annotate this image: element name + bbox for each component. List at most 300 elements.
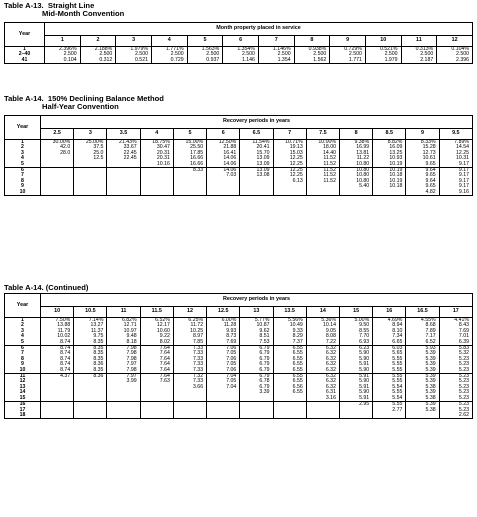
rate-value: 5.83	[458, 345, 469, 352]
year-label: 10	[19, 188, 26, 195]
rate-value: 5.00%	[354, 317, 370, 323]
rate-value: 6.32	[325, 378, 336, 385]
rate-value: 14.06	[223, 167, 237, 174]
year-label: 12	[19, 378, 26, 385]
rate-value	[174, 413, 206, 418]
column-header: 17	[439, 307, 472, 318]
rate-value: 4.82	[425, 188, 436, 195]
table-a14-continued-title: Table A-14. (Continued)	[4, 283, 89, 292]
year-label: 4	[21, 155, 24, 162]
rate-column-cell	[439, 168, 472, 196]
rate-column-cell	[240, 346, 273, 374]
rate-value: 7.03	[226, 172, 237, 179]
year-label: 1	[23, 46, 26, 52]
rate-value: 7.98	[126, 366, 137, 373]
rate-value: 5.38	[425, 394, 436, 401]
rate-value	[406, 413, 438, 418]
year-cell	[5, 346, 41, 374]
rate-value: 10.93	[389, 155, 403, 162]
rate-column-cell	[406, 402, 439, 419]
rate-value: 2.187	[420, 56, 434, 63]
rate-value: 9.65	[425, 183, 436, 190]
rate-value: 7.97	[126, 373, 137, 380]
rate-value: 8.73	[226, 333, 237, 340]
column-header: 2.5	[41, 129, 74, 140]
rate-column-cell	[173, 318, 206, 346]
rate-column-cell	[273, 346, 306, 374]
rate-value: 11.52	[323, 172, 336, 179]
recovery-header: Month property placed in service	[45, 23, 473, 36]
rate-value: 5.39	[425, 355, 436, 362]
rate-value: 16.41	[223, 149, 237, 156]
rate-value: 7.70	[359, 333, 370, 340]
rate-value: 8.02	[159, 338, 170, 345]
rate-value: 5.55	[392, 378, 403, 385]
rate-value	[307, 413, 339, 418]
rate-value: 2.188%	[94, 46, 113, 52]
rate-value: 11.28	[223, 322, 237, 329]
rate-value: 8.74	[60, 338, 71, 345]
rate-column-cell	[151, 47, 187, 64]
rate-value: 6.79	[259, 361, 270, 368]
rate-column-cell	[406, 346, 439, 374]
rate-value: 7.22	[325, 338, 336, 345]
rate-value: 6.82%	[121, 317, 137, 323]
rate-value: 11.52	[323, 160, 336, 167]
rate-value: 5.55	[392, 355, 403, 362]
rate-value: 8.74	[60, 345, 71, 352]
rate-value: 6.52	[425, 338, 436, 345]
rate-value: 6.32	[325, 345, 336, 352]
rate-column-cell	[173, 374, 206, 402]
year-label: 14	[19, 389, 26, 396]
rate-column-cell	[306, 168, 339, 196]
rate-value: 5.23	[458, 378, 469, 385]
rate-value: 6.55	[292, 366, 303, 373]
rate-value: 10.00%	[318, 139, 336, 145]
rate-value: 9.75	[93, 333, 104, 340]
column-header: 8	[294, 36, 330, 47]
rate-value: 2.95	[359, 401, 370, 408]
rate-column-cell	[74, 140, 107, 168]
rate-value: 5.40	[359, 183, 370, 190]
rate-value: 21.43%	[119, 139, 137, 145]
rate-column-cell	[173, 346, 206, 374]
column-header: 4	[140, 129, 173, 140]
rate-value	[274, 413, 306, 418]
rate-column-cell	[45, 47, 81, 64]
rate-value: 13.27	[90, 322, 104, 329]
column-header: 10	[41, 307, 74, 318]
column-header: 3	[74, 129, 107, 140]
rate-value: 8.08	[325, 333, 336, 340]
rate-value: 15.03	[289, 149, 303, 156]
rate-value: 11.52	[323, 177, 336, 184]
rate-value: 6.79	[259, 350, 270, 357]
rate-value: 5.55	[392, 373, 403, 380]
rate-value: 6.55	[292, 345, 303, 352]
rate-value: 6.32	[325, 373, 336, 380]
year-label: 6	[21, 167, 24, 174]
rate-value: 8.74	[60, 355, 71, 362]
rate-value: 10.80	[356, 160, 370, 167]
rate-value: 12.25	[289, 155, 303, 162]
table-a13-title: Table A-13. Straight Line Mid-Month Convention	[4, 1, 125, 18]
year-label: 18	[19, 411, 26, 418]
rate-value: 13.88	[57, 322, 71, 329]
rate-column-cell	[140, 318, 173, 346]
rate-value: 5.39	[425, 389, 436, 396]
year-label: 4	[21, 333, 24, 340]
rate-column-cell	[339, 374, 372, 402]
rate-column-cell	[41, 140, 74, 168]
rate-value: 6.03	[392, 345, 403, 352]
column-header: 5	[187, 36, 223, 47]
rate-value: 30.47	[156, 144, 170, 151]
rate-column-cell	[107, 402, 140, 419]
rate-value: 0.313%	[415, 46, 434, 52]
table-row	[5, 346, 473, 374]
rate-value: 7.69	[458, 327, 469, 334]
rate-value: 2.500	[456, 51, 469, 58]
rate-value: 5.65	[392, 350, 403, 357]
rate-value: 6.23	[359, 345, 370, 352]
year-label: 8	[21, 355, 24, 362]
column-header: 10.5	[74, 307, 107, 318]
rate-value: 7.33	[192, 366, 204, 373]
rate-value: 9.50	[359, 322, 370, 329]
rate-value: 10.14	[322, 322, 336, 329]
year-label: 7	[21, 350, 24, 357]
rate-value: 8.35	[93, 355, 104, 362]
rate-value: 5.91	[359, 373, 370, 380]
year-cell	[5, 374, 41, 402]
rate-value: 7.63	[159, 378, 170, 385]
column-header: 15	[339, 307, 372, 318]
rate-value: 2.500	[241, 51, 255, 58]
rate-value: 8.29	[292, 333, 303, 340]
rate-value: 10.25	[190, 327, 204, 334]
rate-value: 6.55	[292, 361, 303, 368]
rate-column-cell	[173, 140, 206, 168]
rate-value: 14.06	[223, 155, 237, 162]
rate-value: 6.25%	[188, 317, 204, 323]
rate-value: 0.729%	[344, 46, 362, 52]
rate-value: 9.17	[458, 172, 469, 179]
rate-value	[274, 190, 306, 195]
rate-value: 10.80	[356, 172, 370, 179]
rate-column-cell	[74, 168, 107, 196]
rate-value: 8.10	[392, 327, 403, 334]
rate-value: 10.19	[389, 167, 403, 174]
rate-value: 7.01	[458, 333, 469, 340]
rate-value: 5.55	[392, 401, 403, 408]
rate-value	[207, 413, 239, 418]
year-label: 15	[19, 394, 26, 401]
rate-column-cell	[107, 346, 140, 374]
rate-value: 7.64	[159, 350, 170, 357]
rate-value: 9.65	[425, 172, 436, 179]
rate-column-cell	[339, 318, 372, 346]
year-label: 1	[21, 139, 24, 145]
rate-value: 1.354%	[237, 46, 255, 52]
rate-value: 1.563%	[201, 46, 220, 52]
rate-column-cell	[406, 374, 439, 402]
rate-value: 7.98	[126, 345, 137, 352]
rate-column-cell	[406, 318, 439, 346]
rate-value: 9.48	[126, 333, 137, 340]
rate-value: 42.0	[60, 144, 71, 151]
rate-value: 0.104	[63, 56, 77, 63]
rate-value: 25.00%	[85, 139, 104, 145]
column-header: 7	[258, 36, 294, 47]
rate-value: 10.18	[389, 172, 403, 179]
column-header: 9.5	[439, 129, 472, 140]
rate-value: 11.37	[90, 327, 104, 334]
rate-value: 10.19	[389, 160, 403, 167]
rate-column-cell	[207, 402, 240, 419]
rate-column-cell	[140, 346, 173, 374]
rate-value	[107, 190, 139, 195]
year-label: 1	[21, 317, 24, 323]
rate-value: 6.39	[458, 338, 469, 345]
rate-value: 7.33	[192, 355, 204, 362]
rate-value: 5.56%	[288, 317, 303, 323]
rate-value: 8.33	[192, 167, 204, 174]
rate-value	[41, 413, 73, 418]
rate-value: 1.354	[277, 56, 291, 63]
rate-value	[373, 190, 405, 195]
rate-value: 6.55	[292, 389, 303, 396]
year-cell	[5, 140, 41, 168]
table-a14-title: Table A-14. 150% Declining Balance Method Half-Year Convention	[4, 94, 164, 111]
rate-column-cell	[373, 140, 406, 168]
rate-value: 7.05	[226, 350, 237, 357]
rate-column-cell	[373, 374, 406, 402]
column-header: 9	[406, 129, 439, 140]
rate-column-cell	[373, 402, 406, 419]
rate-value: 10.97	[123, 327, 137, 334]
rate-value: 9.64	[425, 167, 436, 174]
rate-value: 8.74	[60, 361, 71, 368]
rate-value: 2.500	[420, 51, 434, 58]
rate-column-cell	[207, 374, 240, 402]
rate-column-cell	[240, 402, 273, 419]
rate-value: 13.08	[256, 172, 270, 179]
rate-value: 12.73	[422, 149, 436, 156]
rate-value: 5.23	[458, 394, 469, 401]
rate-value: 5.23	[458, 373, 469, 380]
rate-value: 5.91	[359, 361, 370, 368]
rate-value: 3.39	[259, 389, 270, 396]
rate-value: 5.39	[425, 378, 436, 385]
rate-value: 22.45	[123, 149, 137, 156]
column-header: 11	[401, 36, 437, 47]
rate-value: 14.54	[456, 144, 469, 151]
rate-value: 22.45	[123, 155, 137, 162]
rate-value: 2.500	[313, 51, 327, 58]
rate-value: 0.938%	[308, 46, 327, 52]
column-header: 10	[365, 36, 401, 47]
year-header: Year	[5, 23, 45, 47]
rate-value: 10.02	[57, 333, 71, 340]
rate-value	[141, 413, 173, 418]
rate-column-cell	[41, 346, 74, 374]
rate-column-cell	[107, 374, 140, 402]
rate-column-cell	[207, 168, 240, 196]
rate-value: 2.396	[456, 56, 469, 63]
rate-column-cell	[373, 346, 406, 374]
rate-value: 12.25	[456, 149, 469, 156]
year-header: Year	[5, 116, 41, 140]
rate-value: 1.979	[384, 56, 398, 63]
rate-value: 17.85	[190, 149, 204, 156]
rate-value: 2.500	[384, 51, 398, 58]
year-label: 9	[21, 361, 24, 368]
rate-column-cell	[439, 318, 472, 346]
rate-value: 1.771	[348, 56, 362, 63]
rate-column-cell	[439, 402, 472, 419]
rate-value: 15.28	[422, 144, 436, 151]
rate-value	[141, 190, 173, 195]
rate-value: 25.0	[93, 149, 104, 156]
rate-value: 4.55%	[420, 317, 436, 323]
rate-value: 16.66	[190, 155, 204, 162]
rate-value: 12.17	[156, 322, 170, 329]
rate-value: 2.77	[392, 406, 403, 413]
rate-value: 3.16	[325, 394, 336, 401]
rate-value: 18.75%	[152, 139, 170, 145]
column-header: 16	[373, 307, 406, 318]
rate-column-cell	[173, 402, 206, 419]
rate-value: 8.82%	[387, 139, 403, 145]
rate-value: 7.33	[192, 345, 204, 352]
rate-column-cell	[406, 168, 439, 196]
rate-value: 12.50%	[218, 139, 237, 145]
rate-column-cell	[74, 318, 107, 346]
rate-column-cell	[339, 402, 372, 419]
table-a14	[4, 115, 473, 196]
rate-value: 1.562	[313, 56, 327, 63]
rate-value: 7.06	[226, 355, 237, 362]
year-label: 7	[21, 172, 24, 179]
year-label: 11	[19, 373, 26, 380]
rate-value: 8.74	[60, 366, 71, 373]
rate-column-cell	[339, 346, 372, 374]
rate-value: 13.09	[256, 160, 270, 167]
year-label: 6	[21, 345, 24, 352]
rate-value: 30.00%	[52, 139, 71, 145]
rate-column-cell	[207, 318, 240, 346]
rate-value: 5.23	[458, 406, 469, 413]
rate-value: 9.17	[458, 167, 469, 174]
rate-value: 6.79	[259, 355, 270, 362]
rate-value: 1.146%	[272, 46, 291, 52]
rate-value: 5.36%	[321, 317, 336, 323]
rate-value: 9.17	[458, 160, 469, 167]
rate-value: 6.32	[325, 366, 336, 373]
rate-value: 37.5	[93, 144, 104, 151]
rate-value: 6.52%	[155, 317, 170, 323]
rate-value: 8.74	[60, 350, 71, 357]
rate-value: 7.33	[192, 350, 204, 357]
rate-value: 6.55	[292, 373, 303, 380]
rate-value: 7.33	[192, 378, 204, 385]
column-header: 12.5	[207, 307, 240, 318]
rate-value: 14.40	[322, 149, 336, 156]
rate-value: 7.64	[159, 355, 170, 362]
year-label: 16	[19, 401, 26, 408]
rate-value: 6.32	[325, 383, 336, 390]
rate-value: 3.66	[192, 383, 204, 390]
rate-value: 10.60	[156, 327, 170, 334]
rate-value: 8.94	[392, 322, 403, 329]
year-label: 41	[21, 56, 28, 63]
rate-value: 11.52	[323, 167, 336, 174]
column-header: 6	[223, 36, 259, 47]
rate-value: 9.64	[425, 177, 436, 184]
rate-value: 5.55	[392, 361, 403, 368]
rate-value: 6.55	[292, 378, 303, 385]
column-header: 7.5	[306, 129, 339, 140]
rate-value: 5.77%	[254, 317, 270, 323]
rate-value: 11.22	[356, 155, 370, 162]
rate-value	[74, 413, 106, 418]
column-header: 8.5	[373, 129, 406, 140]
rate-value: 6.00%	[221, 317, 237, 323]
rate-value: 14.06	[223, 160, 237, 167]
rate-value: 10.49	[289, 322, 303, 329]
rate-value: 13.81	[356, 149, 370, 156]
rate-column-cell	[41, 168, 74, 196]
rate-column-cell	[140, 402, 173, 419]
year-label: 10	[19, 366, 26, 373]
rate-value: 6.55	[292, 350, 303, 357]
rate-value: 7.33	[192, 361, 204, 368]
rate-column-cell	[365, 47, 401, 64]
rate-value: 12.25	[289, 167, 303, 174]
rate-value: 9.93	[226, 327, 237, 334]
rate-value: 6.79	[259, 345, 270, 352]
rate-column-cell	[306, 318, 339, 346]
rate-value: 28.0	[60, 149, 71, 156]
column-header: 4	[151, 36, 187, 47]
column-header: 6	[207, 129, 240, 140]
rate-column-cell	[140, 168, 173, 196]
rate-value: 10.80	[356, 167, 370, 174]
rate-value: 13.25	[389, 149, 403, 156]
rate-column-cell	[74, 402, 107, 419]
rate-value: 9.05	[325, 327, 336, 334]
rate-value: 8.33%	[420, 139, 436, 145]
rate-column-cell	[406, 140, 439, 168]
rate-value: 7.06	[226, 366, 237, 373]
rate-value: 6.56	[292, 383, 303, 390]
rate-value: 6.13	[292, 177, 303, 184]
table-row	[5, 374, 473, 402]
rate-value: 7.53	[259, 338, 270, 345]
rate-value: 9.38%	[354, 139, 370, 145]
rate-column-cell	[437, 47, 473, 64]
rate-column-cell	[373, 168, 406, 196]
year-label: 13	[19, 383, 26, 390]
rate-value: 21.88	[223, 144, 237, 151]
column-header: 13.5	[273, 307, 306, 318]
rate-value: 4.41%	[454, 317, 469, 323]
rate-value: 2.500	[134, 51, 148, 58]
rate-column-cell	[273, 374, 306, 402]
rate-column-cell	[240, 140, 273, 168]
